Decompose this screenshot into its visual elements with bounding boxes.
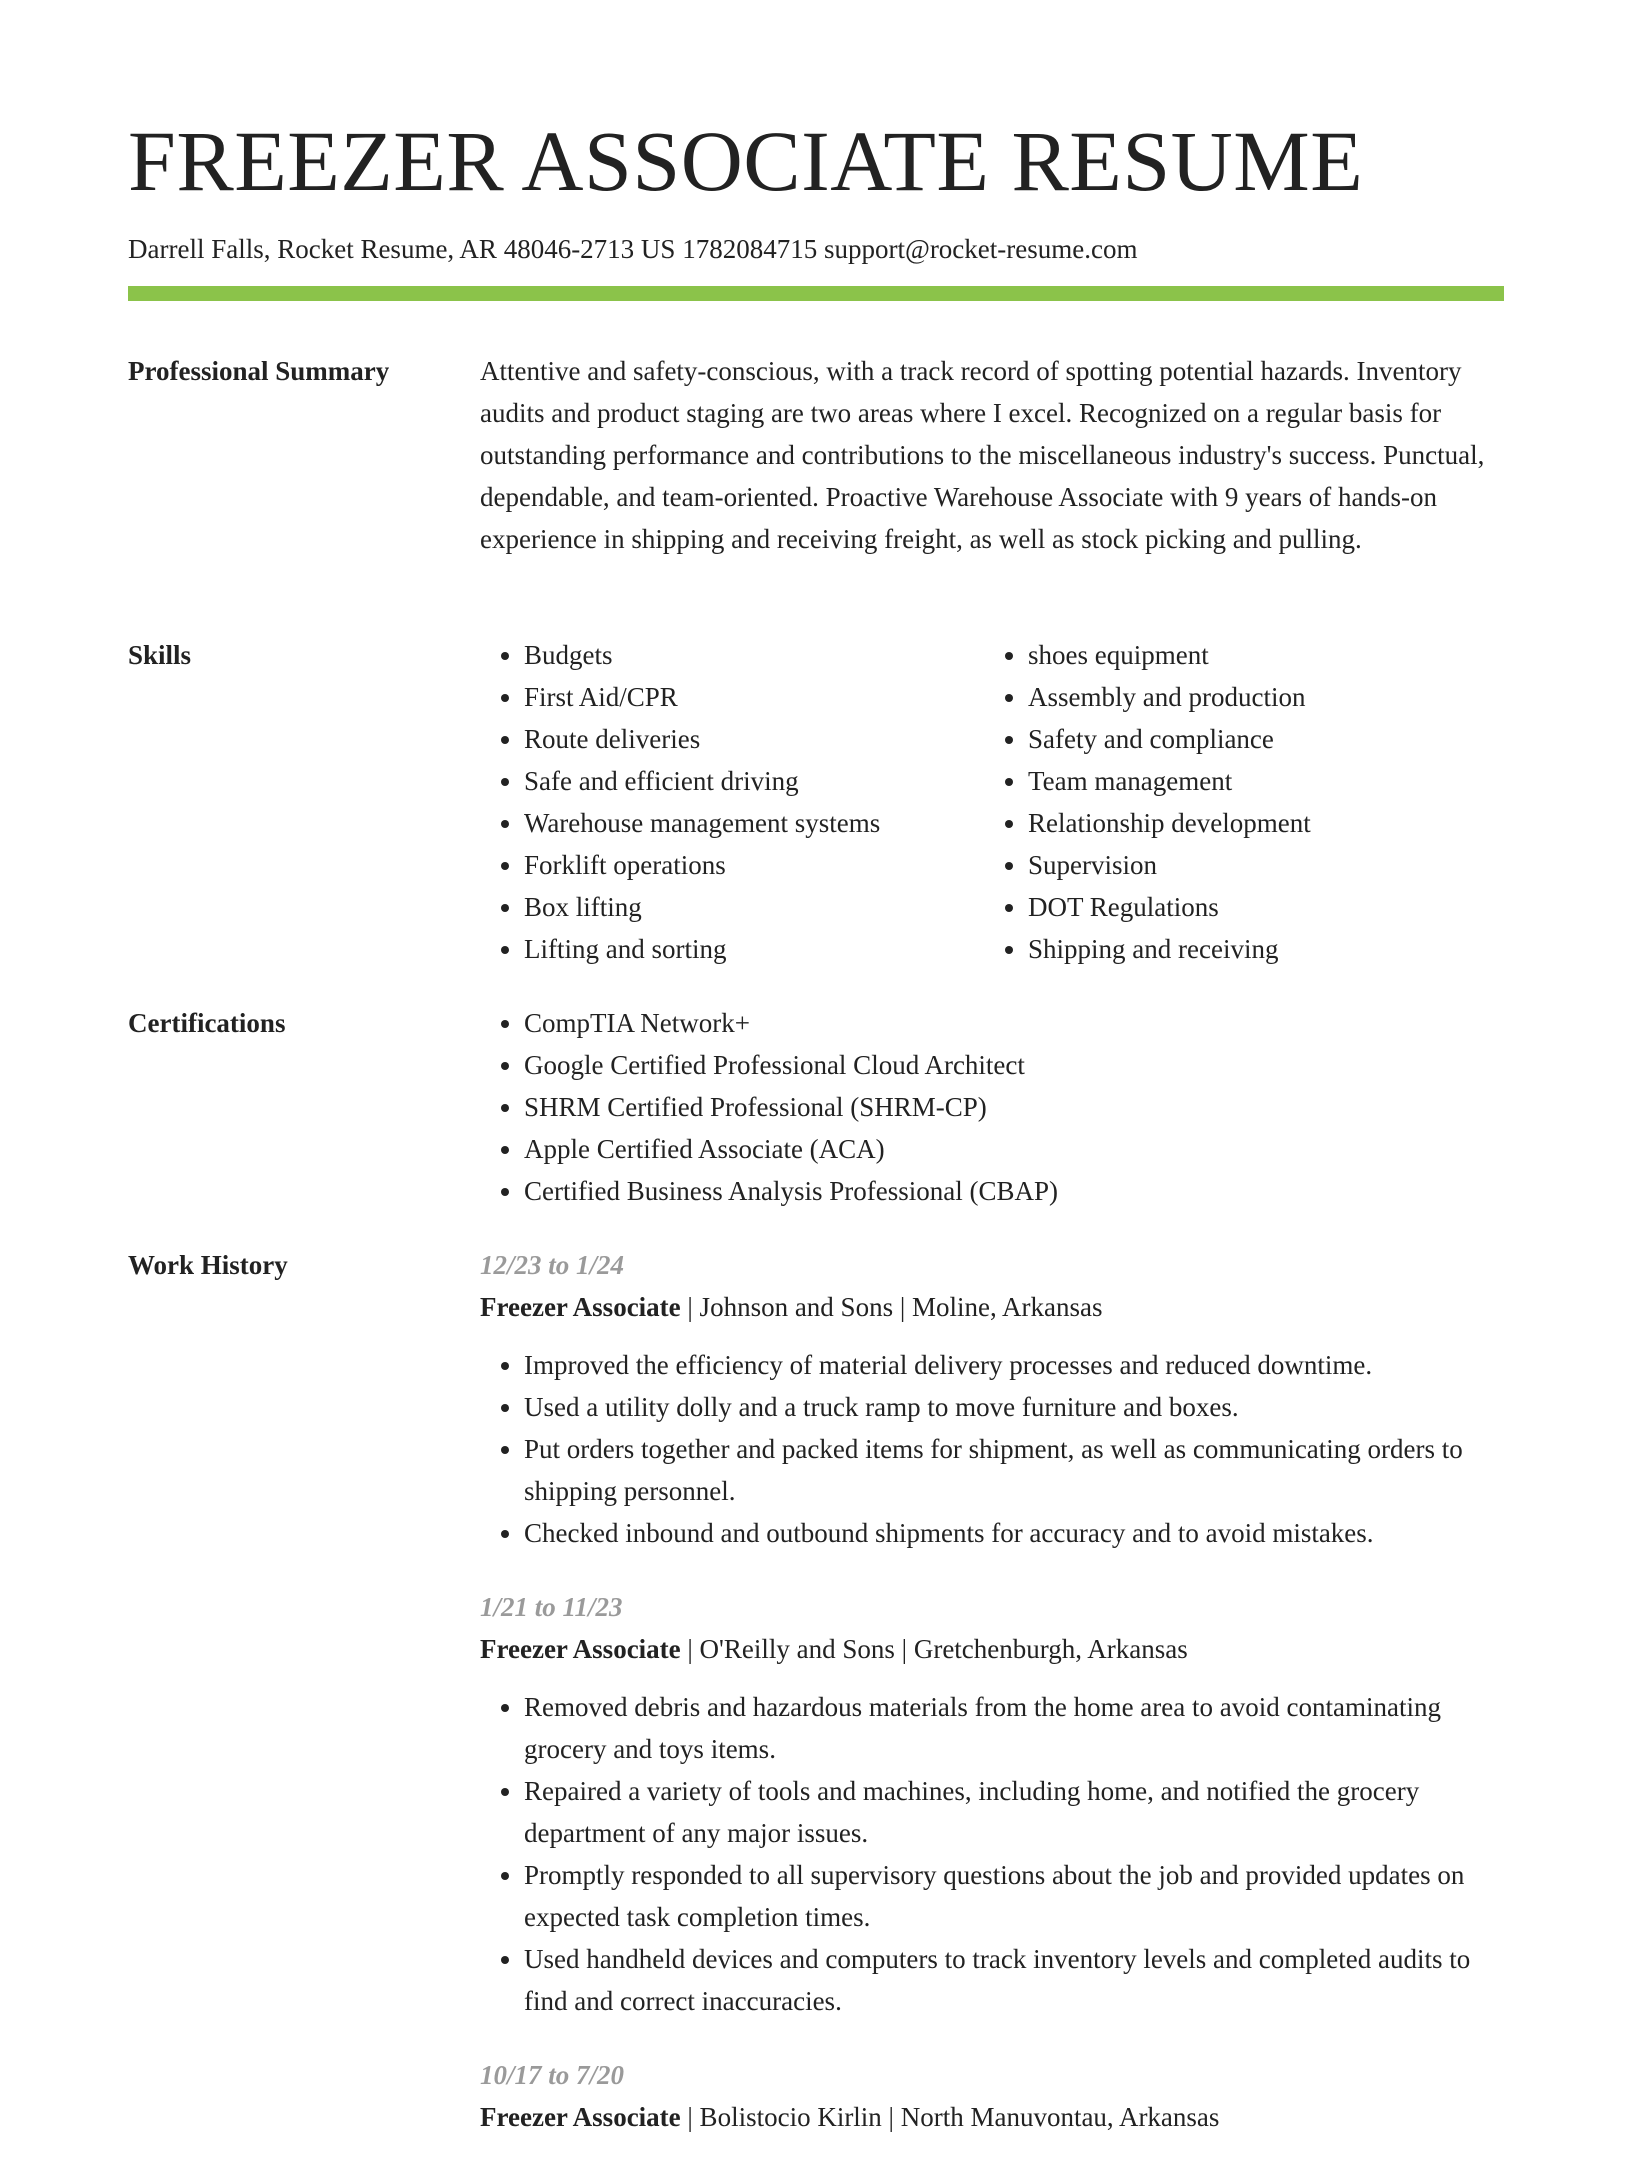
summary-body <box>480 350 1504 560</box>
skill-item: • Safe and efficient driving <box>524 760 984 802</box>
job-bullet: • Used a utility dolly and a truck ramp to move furniture and boxes. <box>524 1386 1504 1428</box>
work-history-body <box>480 1244 1504 2170</box>
resume-title: FREEZER ASSOCIATE RESUME <box>128 113 1364 209</box>
certification-item: • CompTIA Network+ <box>524 1002 1504 1044</box>
job-heading <box>480 1628 1504 1670</box>
job-heading <box>480 2096 1504 2138</box>
skill-item: • Box lifting <box>524 886 984 928</box>
job-entry <box>480 1244 1504 1554</box>
job-entry <box>480 1586 1504 2022</box>
summary-label: Professional Summary <box>128 356 390 386</box>
skill-item: • Relationship development <box>1028 802 1488 844</box>
skill-item: • Shipping and receiving <box>1028 928 1488 970</box>
job-bullet: • Put orders together and packed items for shipment, as well as communicating orders to shipping personnel. <box>524 1428 1504 1512</box>
skill-item: • Forklift operations <box>524 844 984 886</box>
job-employer-location: | Johnson and Sons | Moline, Arkansas <box>680 1292 1103 1322</box>
job-heading <box>480 1286 1504 1328</box>
skills-body <box>480 634 1504 970</box>
work-history-label: Work History <box>128 1250 288 1280</box>
job-bullet: • Improved the efficiency of material delivery processes and reduced downtime. <box>524 1344 1504 1386</box>
certification-item: • Certified Business Analysis Professional (CBAP) <box>524 1170 1504 1212</box>
skills-label: Skills <box>128 640 192 670</box>
skill-item: • Route deliveries <box>524 718 984 760</box>
job-title: Freezer Associate <box>480 2102 681 2132</box>
skills-column-right <box>984 634 1488 970</box>
job-bullet: • Checked inbound and outbound shipments for accuracy and to avoid mistakes. <box>524 1512 1504 1554</box>
job-dates: 1/21 to 11/23 <box>480 1592 623 1622</box>
job-bullet: • Removed debris and hazardous materials from the home area to avoid contaminating grocery and toys items. <box>524 1686 1504 1770</box>
skill-item: • First Aid/CPR <box>524 676 984 718</box>
job-employer-location: | Bolistocio Kirlin | North Manuvontau, Arkansas <box>680 2102 1220 2132</box>
job-entry <box>480 2054 1504 2138</box>
skill-item: • Team management <box>1028 760 1488 802</box>
skill-item: • Safety and compliance <box>1028 718 1488 760</box>
contact-line: Darrell Falls, Rocket Resume, AR 48046-2713 US 1782084715 support@rocket-resume.com <box>128 234 1138 264</box>
job-title: Freezer Associate <box>480 1292 681 1322</box>
job-dates: 10/17 to 7/20 <box>480 2060 625 2090</box>
summary-text: Attentive and safety-conscious, with a track record of spotting potential hazards. Inventory audits and product staging are two areas where I excel. Recognized on a regular basis for outstanding performance and contributions to the miscellaneous industry's success. Punctual, dependable, and team-oriented. Proactive Warehouse Associate with 9 years of hands-on experience in shipping and receiving freight, as well as stock picking and pulling. <box>480 356 1485 554</box>
certification-item: • Google Certified Professional Cloud Architect <box>524 1044 1504 1086</box>
certification-item: • Apple Certified Associate (ACA) <box>524 1128 1504 1170</box>
certifications-body <box>480 1002 1504 1212</box>
job-bullet: • Promptly responded to all supervisory questions about the job and provided updates on expected task completion times. <box>524 1854 1504 1938</box>
skill-item: • Lifting and sorting <box>524 928 984 970</box>
certification-item: • SHRM Certified Professional (SHRM-CP) <box>524 1086 1504 1128</box>
skill-item: • Supervision <box>1028 844 1488 886</box>
job-title: Freezer Associate <box>480 1634 681 1664</box>
job-employer-location: | O'Reilly and Sons | Gretchenburgh, Arkansas <box>680 1634 1188 1664</box>
accent-divider <box>128 286 1504 301</box>
skill-item: • Assembly and production <box>1028 676 1488 718</box>
skill-item: • Budgets <box>524 634 984 676</box>
certifications-label: Certifications <box>128 1008 286 1038</box>
job-bullet: • Repaired a variety of tools and machines, including home, and notified the grocery department of any major issues. <box>524 1770 1504 1854</box>
skills-column-left <box>480 634 984 970</box>
skill-item: • Warehouse management systems <box>524 802 984 844</box>
skill-item: • shoes equipment <box>1028 634 1488 676</box>
job-dates: 12/23 to 1/24 <box>480 1250 625 1280</box>
skill-item: • DOT Regulations <box>1028 886 1488 928</box>
job-bullet: • Used handheld devices and computers to track inventory levels and completed audits to find and correct inaccuracies. <box>524 1938 1504 2022</box>
